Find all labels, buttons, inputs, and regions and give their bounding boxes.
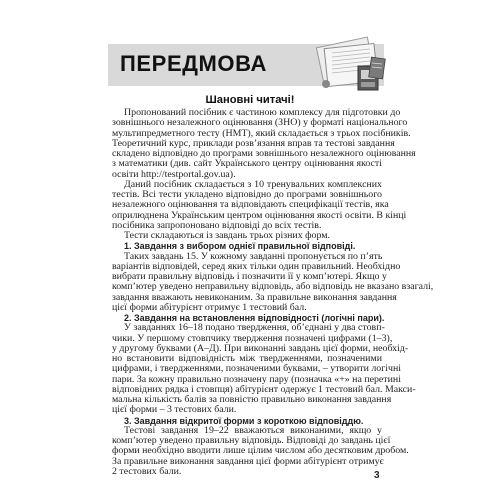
- text-line: Даний посібник складається з 10 тренувальних комплексних: [124, 178, 382, 190]
- text-line: чики. У першому стовпчику твердження позначені цифрами (1–3),: [112, 332, 393, 344]
- text-line: комп’ютер уведено правильну відповідь. Відповіді до завдань цієї: [112, 435, 391, 446]
- section-heading: 1. Завдання з вибором однієї правильної відповіді.: [124, 241, 356, 252]
- greeting-heading: Шановні читачі!: [205, 94, 295, 106]
- text-line: 2 тестових бали.: [112, 465, 182, 477]
- body-text: [112, 107, 434, 477]
- text-line: но встановити відповідність між твердженнями, позначеними: [112, 353, 382, 364]
- text-line: посібника запропоновано відповіді до всіх тестів.: [112, 219, 322, 231]
- text-line: цифрами, і твердженнями, позначеними буквами, – утворити логічні: [112, 363, 401, 375]
- text-line: За правильне виконання завдання цієї форми абітурієнт отримує: [112, 455, 384, 467]
- text-line: зовнішнього незалежного оцінювання (ЗНО) у форматі національного: [112, 117, 408, 129]
- text-line: цієї форми – 3 тестових бали.: [112, 404, 237, 416]
- text-line: форми необхідно вводити лише цілим числом або десятковим дробом.: [112, 445, 409, 457]
- text-line: складено відповідно до програми зовнішнього незалежного оцінювання: [112, 148, 416, 159]
- section-heading: 3. Завдання відкритої форми з короткою відповіддю.: [124, 415, 364, 426]
- text-line: Тести складаються із завдань трьох різних форм.: [124, 230, 330, 241]
- text-line: незалежного оцінювання та відповідають специфікації тестів, яка: [112, 199, 389, 211]
- page-title: ПЕРЕДМОВА: [120, 51, 268, 76]
- text-line: варіантів відповідей, серед яких тільки один правильний. Необхідно: [112, 260, 401, 272]
- text-line: мультипредметного тесту (НМТ), який складається з трьох посібників.: [112, 127, 411, 139]
- books-icon: [312, 36, 388, 94]
- text-line: Таких завдань 15. У кожному завданні пропонується по п’ять: [124, 250, 383, 262]
- text-line: У завданнях 16–18 подано твердження, об’єднані у два стовп-: [124, 322, 385, 334]
- text-line: комп’ютер уведено неправильну відповідь, або відповідь не вказано взагалі,: [112, 281, 434, 293]
- text-line: мальна кількість балів за повністю правильно виконання завдання: [112, 394, 392, 405]
- text-line: тестів. Всі тести укладено відповідно до програми зовнішнього: [112, 189, 382, 200]
- text-line: відповідних рядка і стовпця) абітурієнт одержує 1 тестовий бал. Макси-: [112, 383, 416, 395]
- text-line: Тестові завдання 19–22 вважаються виконаними, якщо у: [124, 424, 382, 436]
- page-number: 3: [374, 470, 380, 481]
- section-heading: 2. Завдання на встановлення відповідності (логічні пари).: [124, 313, 385, 323]
- text-line: з математики (див. сайт Українського центру оцінювання якості: [112, 158, 382, 170]
- text-line: цієї форми абітурієнт отримує 1 тестовий бал.: [112, 301, 307, 313]
- text-line: оприлюднена Українським центром оцінювання якості освіти. В кінці: [112, 209, 407, 221]
- text-line: завдання вважають невиконаним. За правильне виконання завдання: [112, 291, 397, 303]
- text-line: освіти http://testportal.gov.ua).: [112, 168, 236, 180]
- text-line: Теоретичний курс, приклади розв’язання вправ та тестові завдання: [112, 137, 395, 149]
- text-line: пари. За кожну правильно позначену пару (позначка «+» на перетині: [112, 373, 401, 385]
- text-line: Пропонований посібник є частиною комплексу для підготовки до: [124, 107, 401, 118]
- text-line: у другому буквами (А–Д). При виконанні завдань цієї форми, необхід-: [112, 342, 409, 354]
- text-line: вибрати правильну відповідь і позначити її у комп’ютері. Якщо у: [112, 271, 387, 282]
